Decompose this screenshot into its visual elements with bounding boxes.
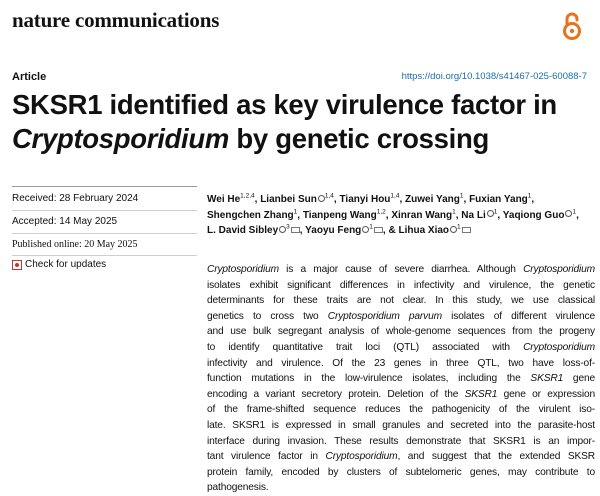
author-list xyxy=(207,192,595,239)
author-name-text: Wei He xyxy=(207,194,241,205)
abstract-line xyxy=(207,309,595,325)
author-name-text: Zuwei Yang xyxy=(405,194,460,205)
affiliation-superscript: 1 xyxy=(452,208,456,216)
meta-divider xyxy=(12,186,197,187)
orcid-icon[interactable] xyxy=(279,226,286,233)
author-name[interactable]: Fuxian Yang$^1$, xyxy=(469,192,535,205)
affiliation-superscript: 1,4 xyxy=(390,192,400,200)
abstract xyxy=(207,262,595,496)
abstract-line xyxy=(207,262,595,278)
abstract-italic-term: Cryptosporidium xyxy=(523,341,595,353)
abstract-line xyxy=(207,449,595,465)
doi-link[interactable]: https://doi.org/10.1038/s41467-025-60088-7 xyxy=(401,71,587,82)
affiliation-superscript: 1 xyxy=(369,223,373,231)
affiliation-superscript: 1,2,4 xyxy=(240,192,255,200)
abstract-text: isolates exhibit significant differences in infectivity and virulence, the genetic xyxy=(207,279,595,291)
abstract-text: determinants for these traits are not clear. In this study, we use classical xyxy=(207,295,595,307)
abstract-text: function mutations in the low-virulence isolates, including the xyxy=(207,373,531,385)
author-name-text: Na Li xyxy=(461,209,486,221)
abstract-line xyxy=(207,465,595,481)
author-name-text: & Lihua Xiao xyxy=(388,225,450,237)
author-name[interactable]: Shengchen Zhang$^1$, xyxy=(207,208,301,221)
affiliation-superscript: 3 xyxy=(286,223,290,231)
affiliation-superscript: 1 xyxy=(493,208,498,216)
orcid-icon[interactable] xyxy=(565,210,572,217)
affiliation-superscript: 1 xyxy=(527,192,532,200)
abstract-italic-term: Cryptosporidium xyxy=(207,264,279,275)
author-name-text: Xinran Wang xyxy=(391,209,453,221)
author-name[interactable]: Zuwei Yang$^1$, xyxy=(405,192,467,205)
published-date: Published online: 20 May 2025 xyxy=(12,239,138,250)
author-name[interactable]: Na Li $^1$, xyxy=(461,208,501,221)
journal-name: nature communications xyxy=(12,8,220,32)
orcid-icon[interactable] xyxy=(487,210,494,217)
author-name-text: Yaqiong Guo xyxy=(502,209,565,221)
check-for-updates-button[interactable] xyxy=(12,259,106,270)
orcid-icon[interactable] xyxy=(450,226,457,233)
abstract-text: late. SKSR1 is expressed in small granules and secreted into the parasite-host xyxy=(207,419,595,431)
affiliation-superscript: 1 xyxy=(572,208,577,216)
accepted-date: Accepted: 14 May 2025 xyxy=(12,216,118,227)
author-name[interactable]: Xinran Wang$^1$, xyxy=(391,208,459,221)
email-icon[interactable] xyxy=(291,227,300,233)
abstract-text: to identify quantitative trait loci (QTL) associated with xyxy=(207,341,524,353)
abstract-text: , and suggest that the extended SKSR xyxy=(397,451,595,463)
abstract-line xyxy=(207,340,595,356)
abstract-text: encoding a variant secretory protein. Deletion of the xyxy=(207,388,465,400)
author-name[interactable]: Tianyi Hou$^{1,4}$, xyxy=(339,192,403,205)
author-name-text: Lianbei Sun xyxy=(260,194,317,205)
received-date: Received: 28 February 2024 xyxy=(12,193,139,204)
abstract-line xyxy=(207,387,595,403)
abstract-line xyxy=(207,418,595,434)
abstract-line xyxy=(207,278,595,294)
abstract-line xyxy=(207,293,595,309)
abstract-italic-term: SKSR1 xyxy=(530,373,564,385)
email-icon[interactable] xyxy=(374,227,383,233)
abstract-text: isolates of different virulence xyxy=(441,310,595,322)
author-name[interactable]: Yaqiong Guo $^1$, xyxy=(502,208,579,221)
abstract-text: genetics to cross two xyxy=(207,310,328,322)
author-name-text: Tianpeng Wang xyxy=(302,209,377,221)
abstract-text: gene xyxy=(563,373,595,385)
affiliation-superscript: 1 xyxy=(459,192,464,200)
check-for-updates-icon xyxy=(12,260,22,270)
abstract-italic-term: SKSR1 xyxy=(464,388,498,400)
abstract-line xyxy=(207,402,595,418)
abstract-line xyxy=(207,371,595,387)
check-for-updates-label: Check for updates xyxy=(25,259,107,270)
author-name[interactable] xyxy=(388,225,470,236)
abstract-line xyxy=(207,324,595,340)
affiliation-superscript: 1,4 xyxy=(324,192,334,200)
author-name-text: Shengchen Zhang xyxy=(207,209,294,221)
article-type: Article xyxy=(12,71,47,83)
affiliation-superscript: 1,2 xyxy=(376,208,386,216)
author-name[interactable]: Tianpeng Wang$^{1,2}$, xyxy=(302,208,389,221)
author-name[interactable]: Wei He$^{1,2,4}$, xyxy=(207,192,258,205)
orcid-icon[interactable] xyxy=(362,226,369,233)
abstract-text: and use bulk segregant analysis of whole-genome sequences from the progeny xyxy=(207,326,595,338)
abstract-text: gene or expression xyxy=(497,388,595,400)
title-line-1: SKSR1 identified as key virulence factor in xyxy=(12,89,557,120)
author-name-text: Yaoyu Feng xyxy=(305,225,362,237)
abstract-text: interface during invasion. These results demonstrate that SKSR1 is an impor- xyxy=(207,435,595,447)
abstract-text: of the frame-shifted sequence reduces the pathogenicity of the virulent iso- xyxy=(207,404,595,416)
article-title xyxy=(12,88,592,156)
author-name[interactable]: L. David Sibley $^3$ , xyxy=(207,223,303,237)
title-line-2-rest: by genetic crossing xyxy=(229,123,489,154)
author-name-text: Fuxian Yang xyxy=(469,194,528,205)
abstract-line xyxy=(207,434,595,450)
orcid-icon[interactable] xyxy=(318,195,325,202)
title-genus: Cryptosporidium xyxy=(12,123,230,154)
abstract-text: protein family, encoded by clusters of subtelomeric genes, may contribute to xyxy=(207,466,595,478)
affiliation-superscript: 1 xyxy=(457,223,461,231)
open-access-icon[interactable] xyxy=(561,11,583,41)
abstract-text: is a major cause of severe diarrhea. Although xyxy=(278,264,524,275)
abstract-text: tant virulence factor in xyxy=(207,451,326,463)
meta-separator xyxy=(12,233,197,234)
meta-separator xyxy=(12,210,197,211)
title-line-2 xyxy=(12,122,592,156)
abstract-text: pathogenesis. xyxy=(207,482,269,494)
abstract-italic-term: Cryptosporidium xyxy=(325,451,398,463)
author-name[interactable]: Yaoyu Feng $^1$ , xyxy=(305,223,386,237)
author-name[interactable]: Lianbei Sun $^{1,4}$, xyxy=(260,192,337,205)
meta-separator xyxy=(12,255,197,256)
author-name-text: L. David Sibley xyxy=(207,225,279,237)
abstract-line xyxy=(207,356,595,372)
email-icon[interactable] xyxy=(462,227,471,233)
abstract-text: infectivity and virulence. Of the 23 genes in three QTL, two have loss-of- xyxy=(207,357,595,369)
abstract-italic-term: Cryptosporidium parvum xyxy=(327,310,442,322)
author-name-text: Tianyi Hou xyxy=(339,194,391,205)
abstract-italic-term: Cryptosporidium xyxy=(523,264,595,275)
affiliation-superscript: 1 xyxy=(293,208,298,216)
abstract-line xyxy=(207,480,595,496)
